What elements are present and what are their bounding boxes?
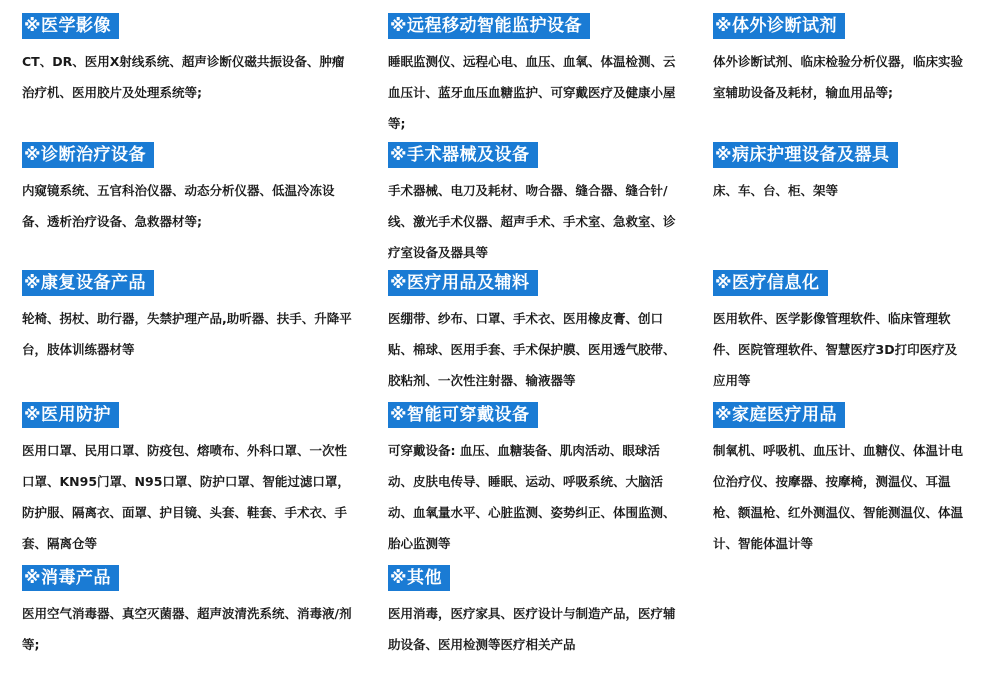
- section-title: ※体外诊断试剂: [713, 13, 845, 39]
- section-body: 内窥镜系统、五官科治仪器、动态分析仪器、低温冷冻设备、透析治疗设备、急救器材等;: [22, 183, 335, 229]
- section-title: ※家庭医疗用品: [713, 402, 845, 428]
- section-title: ※其他: [388, 565, 450, 591]
- section-title: ※病床护理设备及器具: [713, 142, 898, 168]
- section-title: ※医疗用品及辅料: [388, 270, 538, 296]
- section-title: ※远程移动智能监护设备: [388, 13, 590, 39]
- section-rehabilitation: [22, 270, 352, 365]
- section-disinfection: [22, 565, 352, 660]
- section-title: ※医学影像: [22, 13, 119, 39]
- section-title: ※手术器械及设备: [388, 142, 538, 168]
- section-diagnosis-treatment: [22, 142, 352, 237]
- section-body: 体外诊断试剂、临床检验分析仪器，临床实验室辅助设备及耗材，输血用品等;: [713, 54, 964, 100]
- section-remote-monitoring: [388, 13, 684, 139]
- section-ivd-reagents: [713, 13, 968, 108]
- section-title: ※智能可穿戴设备: [388, 402, 538, 428]
- section-title: ※消毒产品: [22, 565, 119, 591]
- section-medical-informatization: [713, 270, 968, 396]
- section-bed-care: [713, 142, 968, 206]
- section-body: 手术器械、电刀及耗材、吻合器、缝合器、缝合针/线、激光手术仪器、超声手术、手术室、急救室、诊疗室设备及器具等: [388, 183, 676, 260]
- section-body: 可穿戴设备: 血压、血糖装备、肌肉活动、眼球活动、皮肤电传导、睡眠、运动、呼吸系统、大脑活动、血氧量水平、心脏监测、姿势纠正、体围监测、胎心监测等: [388, 443, 676, 551]
- section-title: ※医用防护: [22, 402, 119, 428]
- section-title: ※诊断治疗设备: [22, 142, 154, 168]
- section-body: 睡眠监测仪、远程心电、血压、血氧、体温检测、云血压计、蓝牙血压血糖监护、可穿戴医疗及健康小屋等;: [388, 54, 676, 131]
- section-body: 医用消毒，医疗家具、医疗设计与制造产品，医疗辅助设备、医用检测等医疗相关产品: [388, 606, 676, 652]
- section-body: 床、车、台、柜、架等: [713, 183, 839, 198]
- section-body: 医绷带、纱布、口罩、手术衣、医用橡皮膏、创口贴、棉球、医用手套、手术保护膜、医用透气胶带、胶粘剂、一次性注射器、输液器等: [388, 311, 676, 388]
- section-surgical-equipment: [388, 142, 684, 268]
- section-medical-imaging: [22, 13, 352, 108]
- section-title: ※医疗信息化: [713, 270, 828, 296]
- section-body: 轮椅、拐杖、助行器，失禁护理产品,助听器、扶手、升降平台，肢体训练器材等: [22, 311, 352, 357]
- section-body: 医用空气消毒器、真空灭菌器、超声波清洗系统、消毒液/剂等;: [22, 606, 352, 652]
- section-body: 医用软件、医学影像管理软件、临床管理软件、医院管理软件、智慧医疗3D打印医疗及应用等: [713, 311, 958, 388]
- section-body: 医用口罩、民用口罩、防疫包、熔喷布、外科口罩、一次性口罩、KN95门罩、N95口罩、防护口罩、智能过滤口罩，防护服、隔离衣、面罩、护目镜、头套、鞋套、手术衣、手套、隔离仓等: [22, 443, 350, 551]
- section-home-medical: [713, 402, 968, 559]
- section-body: 制氧机、呼吸机、血压计、血糖仪、体温计电位治疗仪、按摩器、按摩椅，测温仪、耳温枪、额温枪、红外测温仪、智能测温仪、体温计、智能体温计等: [713, 443, 964, 551]
- section-title: ※康复设备产品: [22, 270, 154, 296]
- section-smart-wearables: [388, 402, 684, 559]
- section-others: [388, 565, 684, 660]
- section-medical-protection: [22, 402, 352, 559]
- section-medical-supplies: [388, 270, 684, 396]
- section-body: CT、DR、医用X射线系统、超声诊断仪磁共振设备、肿瘤治疗机、医用胶片及处理系统等;: [22, 54, 345, 100]
